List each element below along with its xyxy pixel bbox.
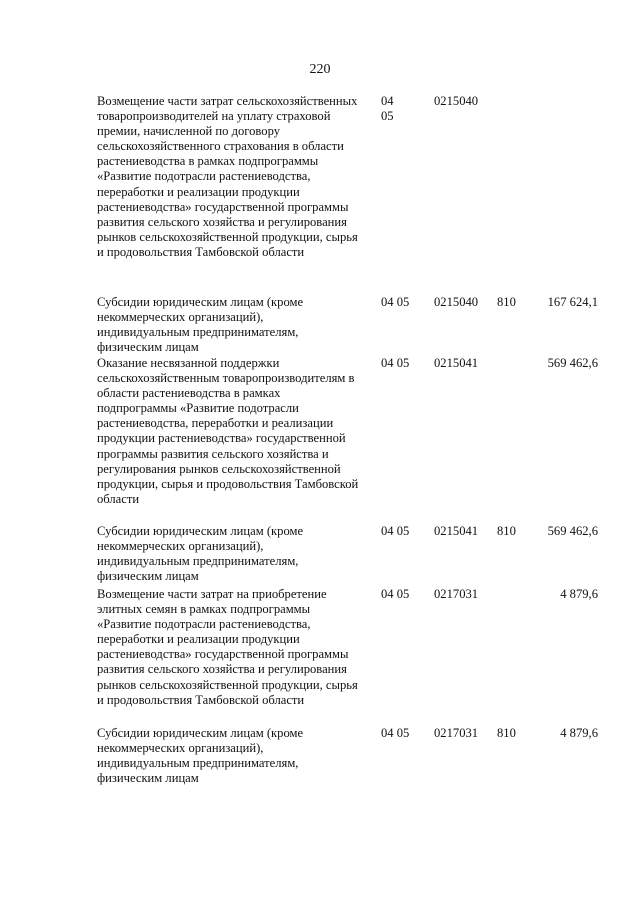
target-article-code: 0217031 [434, 726, 479, 740]
section-code: 04 05 [381, 94, 394, 124]
section-code: 04 05 [381, 587, 410, 601]
row-description: Субсидии юридическим лицам (кроме некоммерческих организаций), индивидуальным предпринимателям, физическим лицам [97, 295, 304, 355]
target-article-code: 0217031 [434, 587, 479, 601]
section-code: 04 05 [381, 524, 410, 538]
page-number: 220 [309, 62, 331, 77]
amount: 569 462,6 [547, 356, 598, 370]
amount: 569 462,6 [547, 524, 598, 538]
amount: 4 879,6 [560, 726, 598, 740]
row-description: Возмещение части затрат сельскохозяйственных товаропроизводителей на уплату страховой премии, начисленной по договору сельскохозяйственного страхования в области растениеводства в рамках подпрограммы «Развитие подотрасли растениеводства, переработки и реализации продукции растениеводства» государственной программы развития сельского хозяйства и регулирования рынков сельскохозяйственной продукции, сырья и продовольствия Тамбовской области [97, 94, 358, 259]
section-code: 04 05 [381, 356, 410, 370]
section-code: 04 05 [381, 295, 410, 309]
amount: 4 879,6 [560, 587, 598, 601]
expense-type-code: 810 [497, 524, 516, 538]
target-article-code: 0215040 [434, 295, 479, 309]
target-article-code: 0215041 [434, 524, 479, 538]
expense-type-code: 810 [497, 295, 516, 309]
expense-type-code: 810 [497, 726, 516, 740]
target-article-code: 0215041 [434, 356, 479, 370]
row-description: Субсидии юридическим лицам (кроме некоммерческих организаций), индивидуальным предпринимателям, физическим лицам [97, 524, 304, 584]
section-code: 04 05 [381, 726, 410, 740]
row-description: Оказание несвязанной поддержки сельскохозяйственным товаропроизводителям в области растениеводства в рамках подпрограммы «Развитие подотрасли растениеводства, переработки и реализации продукции растениеводства» государственной программы развития сельского хозяйства и регулирования рынков сельскохозяйственной продукции, сырья и продовольствия Тамбовской области [97, 356, 359, 506]
amount: 167 624,1 [547, 295, 598, 309]
row-description: Субсидии юридическим лицам (кроме некоммерческих организаций), индивидуальным предпринимателям, физическим лицам [97, 726, 304, 786]
target-article-code: 0215040 [434, 94, 479, 108]
row-description: Возмещение части затрат на приобретение элитных семян в рамках подпрограммы «Развитие подотрасли растениеводства, переработки и реализации продукции растениеводства» государственной программы развития сельского хозяйства и регулирования рынков сельскохозяйственной продукции, сырья и продовольствия Тамбовской области [97, 587, 358, 707]
